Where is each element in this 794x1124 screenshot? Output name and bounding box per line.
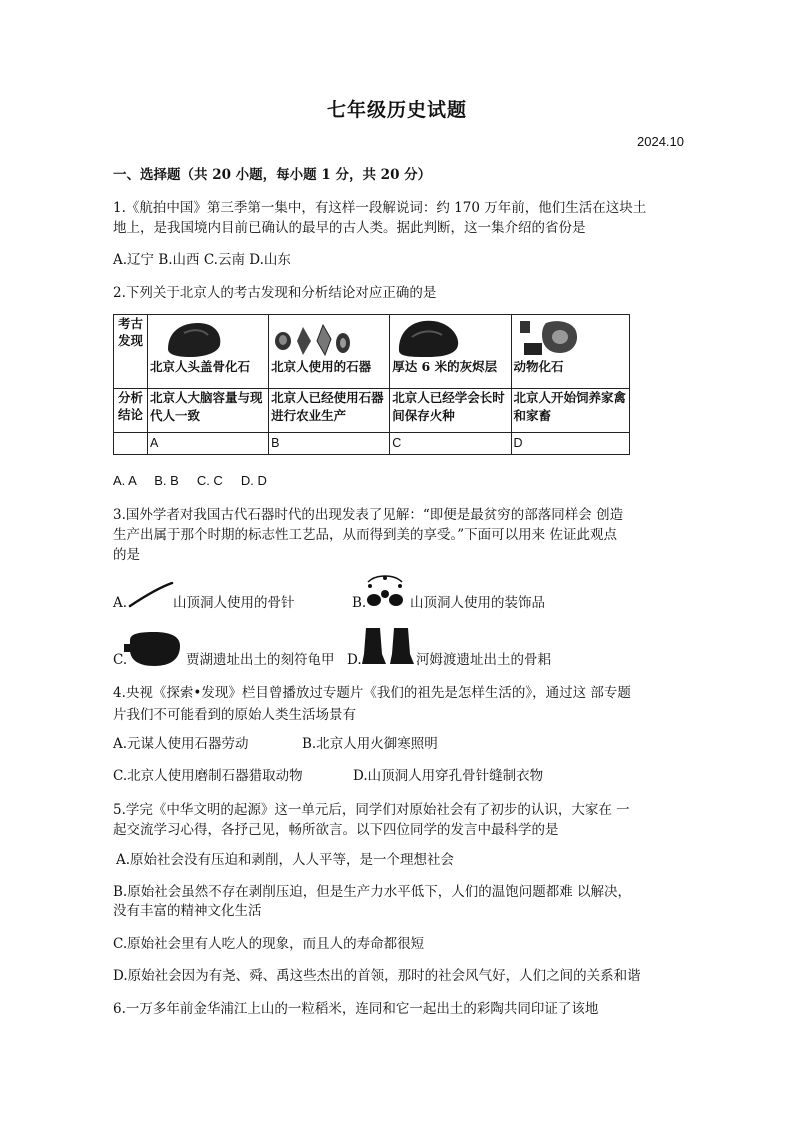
q3-option-b-label: B.: [352, 595, 367, 611]
stone-tools-icon: [273, 323, 353, 357]
page-title: 七年级历史试题: [326, 99, 467, 121]
q4-option-a: A.元谋人使用石器劳动: [113, 736, 249, 752]
ash-layer-icon: [396, 317, 462, 359]
q3-option-d-text: 河姆渡遗址出土的骨耜: [416, 652, 551, 668]
q3-option-a-label: A.: [113, 595, 128, 611]
q3-option-c-text: 贾湖遗址出土的刻符龟甲: [186, 652, 335, 668]
bone-needle-icon: [128, 580, 176, 610]
letter-c: C: [390, 433, 511, 455]
conclusion-d: 北京人开始饲养家禽和家畜: [511, 389, 629, 433]
exam-date: 2024.10: [637, 134, 684, 149]
row-header-empty: [114, 433, 148, 455]
cell-find-a: [148, 315, 269, 389]
q3-option-c-label: C.: [113, 652, 128, 668]
q5-stem-line1: 5.学完《中华文明的起源》这一单元后，同学们对原始社会有了初步的认识，大家在 一: [113, 802, 630, 818]
animal-fossil-icon: [516, 317, 586, 359]
ornaments-icon: [364, 572, 406, 610]
row-header-finds: 考古发现: [114, 315, 148, 389]
q5-stem-line2: 起交流学习心得，各抒己见，畅所欲言。以下四位同学的发言中最科学的是: [113, 822, 559, 838]
skull-fossil-icon: [164, 319, 224, 359]
q4-stem-line1: 4.央视《探索•发现》栏目曾播放过专题片《我们的祖先是怎样生活的》，通过这 部专题: [113, 685, 631, 701]
conclusion-b: 北京人已经使用石器进行农业生产: [269, 389, 390, 433]
q5-option-a: A.原始社会没有压迫和剥削，人人平等，是一个理想社会: [116, 852, 455, 868]
q5-option-c: C.原始社会里有人吃人的现象，而且人的寿命都很短: [113, 936, 425, 952]
letter-d: D: [511, 433, 629, 455]
q1-stem-line2: 地上，是我国境内目前已确认的最早的古人类。据此判断，这一集介绍的省份是: [113, 220, 586, 236]
find-c-caption: 厚达 6 米的灰烬层: [392, 359, 498, 374]
row-header-conclusions: 分析结论: [114, 389, 148, 433]
q4-option-d: D.山顶洞人用穿孔骨针缝制衣物: [353, 768, 544, 784]
q3-option-b-text: 山顶洞人使用的装饰品: [410, 595, 545, 611]
q3-stem-line1: 3.国外学者对我国古代石器时代的出现发表了见解：“即便是最贫穷的部落同样会 创造: [113, 507, 624, 523]
cell-find-c: [390, 315, 511, 389]
turtle-shell-icon: [124, 630, 184, 668]
find-a-caption: 北京人头盖骨化石: [150, 359, 251, 374]
q2-table: [113, 314, 630, 455]
cell-find-d: [511, 315, 629, 389]
q1-options: A.辽宁 B.山西 C.云南 D.山东: [113, 252, 291, 268]
q5-option-b-line2: 没有丰富的精神文化生活: [113, 903, 262, 919]
bone-spade-icon: [360, 626, 416, 666]
letter-b: B: [269, 433, 390, 455]
q3-option-a-text: 山顶洞人使用的骨针: [173, 595, 295, 611]
q3-option-d-label: D.: [347, 652, 362, 668]
conclusion-a: 北京人大脑容量与现代人一致: [148, 389, 269, 433]
q1-stem-line1: 1.《航拍中国》第三季第一集中，有这样一段解说词：约 170 万年前，他们生活在这块土: [113, 200, 647, 216]
conclusion-c: 北京人已经学会长时间保存火种: [390, 389, 511, 433]
q3-stem-line2: 生产出属于那个时期的标志性工艺品，从而得到美的享受。”下面可以用来 佐证此观点: [113, 527, 617, 543]
q5-option-b-line1: B.原始社会虽然不存在剥削压迫，但是生产力水平低下，人们的温饱问题都难 以解决，: [113, 884, 632, 900]
q5-option-d: D.原始社会因为有尧、舜、禹这些杰出的首领，那时的社会风气好，人们之间的关系和谐: [113, 968, 641, 984]
cell-find-b: [269, 315, 390, 389]
q4-option-c: C.北京人使用磨制石器猎取动物: [113, 768, 303, 784]
letter-a: A: [148, 433, 269, 455]
q3-stem-line3: 的是: [113, 547, 140, 563]
q2-options: A. A B. B C. C D. D: [113, 473, 267, 488]
q4-option-b: B.北京人用火御寒照明: [302, 736, 438, 752]
q2-stem: 2.下列关于北京人的考古发现和分析结论对应正确的是: [113, 285, 437, 301]
find-b-caption: 北京人使用的石器: [271, 359, 372, 374]
q4-stem-line2: 片我们不可能看到的原始人类生活场景有: [113, 707, 356, 723]
find-d-caption: 动物化石: [513, 359, 564, 374]
section-heading: 一、选择题（共 20 小题，每小题 1 分，共 20 分）: [113, 167, 432, 183]
q6-stem-line1: 6.一万多年前金华浦江上山的一粒稻米，连同和它一起出土的彩陶共同印证了该地: [113, 1001, 599, 1017]
